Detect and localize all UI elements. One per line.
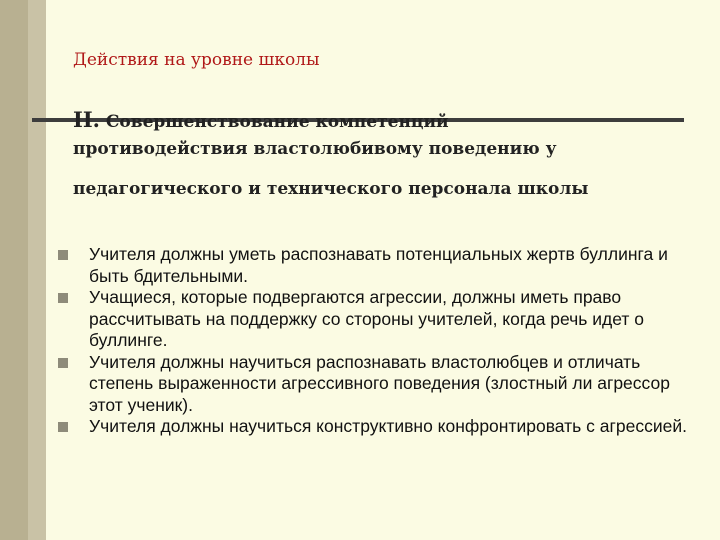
bullet-text: Учителя должны научиться конструктивно конфронтировать с агрессией. xyxy=(89,416,687,436)
heading-line-1 xyxy=(73,107,449,132)
decorative-left-bar xyxy=(0,0,46,540)
bullet-text: Учителя должны научиться распознавать властолюбцев и отличать степень выраженности агрессивного поведения (злостный ли агрессор этот ученик). xyxy=(89,351,670,415)
heading-line-2: противодействия властолюбивому поведению у xyxy=(73,139,557,159)
bullet-square-icon xyxy=(58,250,68,260)
bullet-square-icon xyxy=(58,358,68,368)
heading-line-3: педагогического и технического персонала школы xyxy=(73,179,589,199)
bullet-square-icon xyxy=(58,293,68,303)
decorative-left-bar-inner xyxy=(0,0,28,540)
bullet-item xyxy=(58,287,698,352)
bullet-square-icon xyxy=(58,422,68,432)
heading-roman-numeral: II. xyxy=(73,107,100,132)
bullet-list xyxy=(58,244,698,438)
slide-subtitle: Действия на уровне школы xyxy=(73,50,320,70)
heading-line-1-text: Совершенствование компетенций xyxy=(99,112,449,132)
bullet-text: Учителя должны уметь распознавать потенциальных жертв буллинга и быть бдительными. xyxy=(89,244,668,286)
bullet-text: Учащиеся, которые подвергаются агрессии, должны иметь право рассчитывать на поддержку со стороны учителей, когда речь идет о буллинге. xyxy=(89,287,645,350)
bullet-item xyxy=(58,352,698,417)
bullet-item xyxy=(58,244,698,287)
bullet-item xyxy=(58,416,698,438)
